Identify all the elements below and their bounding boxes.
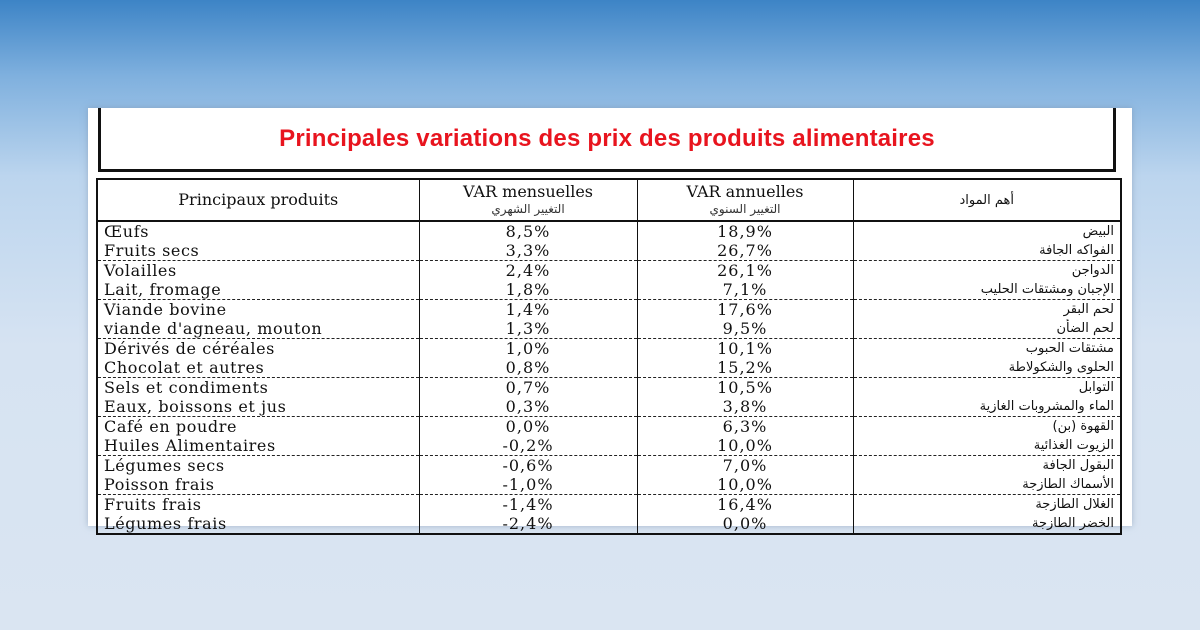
table-row (97, 456, 1121, 476)
product-name: Fruits frais (97, 495, 419, 515)
table-row (97, 261, 1121, 281)
product-name: Poisson frais (97, 475, 419, 495)
product-name: Viande bovine (97, 300, 419, 320)
table-row (97, 300, 1121, 320)
header-product-ar: أهم المواد (853, 179, 1121, 221)
product-name-arabic: الأسماك الطازجة (853, 475, 1121, 495)
annual-variation: 6,3% (637, 417, 853, 437)
product-name: Café en poudre (97, 417, 419, 437)
monthly-variation: -0,6% (419, 456, 637, 476)
annual-variation: 10,5% (637, 378, 853, 398)
table-row (97, 339, 1121, 359)
page-title: Principales variations des prix des produits alimentaires (279, 124, 935, 152)
table-row (97, 241, 1121, 261)
annual-variation: 0,0% (637, 514, 853, 534)
monthly-variation: 0,8% (419, 358, 637, 378)
table-row (97, 417, 1121, 437)
product-name: Volailles (97, 261, 419, 281)
product-name-arabic: مشتقات الحبوب (853, 339, 1121, 359)
product-name-arabic: الغلال الطازجة (853, 495, 1121, 515)
table-row (97, 397, 1121, 417)
monthly-variation: 0,3% (419, 397, 637, 417)
header-annual-fr: VAR annuelles (686, 182, 804, 201)
monthly-variation: 1,8% (419, 280, 637, 300)
annual-variation: 10,0% (637, 436, 853, 456)
header-annual (637, 179, 853, 221)
monthly-variation: 1,0% (419, 339, 637, 359)
product-name-arabic: الزيوت الغذائية (853, 436, 1121, 456)
monthly-variation: -0,2% (419, 436, 637, 456)
table-row (97, 221, 1121, 241)
product-name: Dérivés de céréales (97, 339, 419, 359)
content-card (88, 108, 1132, 533)
product-name-arabic: القهوة (بن) (853, 417, 1121, 437)
table-row (97, 475, 1121, 495)
table-row (97, 358, 1121, 378)
table-row (97, 436, 1121, 456)
monthly-variation: 1,4% (419, 300, 637, 320)
product-name-arabic: الإجبان ومشتقات الحليب (853, 280, 1121, 300)
monthly-variation: -2,4% (419, 514, 637, 534)
annual-variation: 17,6% (637, 300, 853, 320)
table-header-row (97, 179, 1121, 221)
annual-variation: 18,9% (637, 221, 853, 241)
product-name: Sels et condiments (97, 378, 419, 398)
annual-variation: 7,1% (637, 280, 853, 300)
annual-variation: 26,7% (637, 241, 853, 261)
product-name: viande d'agneau, mouton (97, 319, 419, 339)
annual-variation: 10,1% (637, 339, 853, 359)
annual-variation: 26,1% (637, 261, 853, 281)
product-name: Eaux, boissons et jus (97, 397, 419, 417)
table-row (97, 495, 1121, 515)
monthly-variation: -1,4% (419, 495, 637, 515)
table-row (97, 378, 1121, 398)
product-name: Chocolat et autres (97, 358, 419, 378)
table-row (97, 280, 1121, 300)
product-name-arabic: البيض (853, 221, 1121, 241)
product-name: Légumes frais (97, 514, 419, 534)
header-monthly (419, 179, 637, 221)
title-box (98, 108, 1116, 172)
product-name: Lait, fromage (97, 280, 419, 300)
annual-variation: 16,4% (637, 495, 853, 515)
product-name-arabic: لحم البقر (853, 300, 1121, 320)
table-row (97, 514, 1121, 534)
monthly-variation: 2,4% (419, 261, 637, 281)
price-variation-table (96, 178, 1122, 535)
monthly-variation: 0,7% (419, 378, 637, 398)
header-monthly-fr: VAR mensuelles (463, 182, 593, 201)
monthly-variation: 1,3% (419, 319, 637, 339)
table-row (97, 319, 1121, 339)
header-annual-ar: التغيير السنوي (709, 202, 781, 216)
monthly-variation: 8,5% (419, 221, 637, 241)
header-monthly-ar: التغيير الشهري (491, 202, 565, 216)
monthly-variation: 0,0% (419, 417, 637, 437)
annual-variation: 9,5% (637, 319, 853, 339)
product-name: Fruits secs (97, 241, 419, 261)
product-name-arabic: الحلوى والشكولاطة (853, 358, 1121, 378)
monthly-variation: -1,0% (419, 475, 637, 495)
product-name: Œufs (97, 221, 419, 241)
product-name-arabic: لحم الضأن (853, 319, 1121, 339)
product-name: Huiles Alimentaires (97, 436, 419, 456)
annual-variation: 3,8% (637, 397, 853, 417)
annual-variation: 15,2% (637, 358, 853, 378)
product-name-arabic: الماء والمشروبات الغازية (853, 397, 1121, 417)
annual-variation: 7,0% (637, 456, 853, 476)
product-name-arabic: الخضر الطازجة (853, 514, 1121, 534)
product-name-arabic: البقول الجافة (853, 456, 1121, 476)
product-name-arabic: التوابل (853, 378, 1121, 398)
header-product-fr: Principaux produits (97, 179, 419, 221)
product-name-arabic: الدواجن (853, 261, 1121, 281)
product-name: Légumes secs (97, 456, 419, 476)
product-name-arabic: الفواكه الجافة (853, 241, 1121, 261)
annual-variation: 10,0% (637, 475, 853, 495)
monthly-variation: 3,3% (419, 241, 637, 261)
